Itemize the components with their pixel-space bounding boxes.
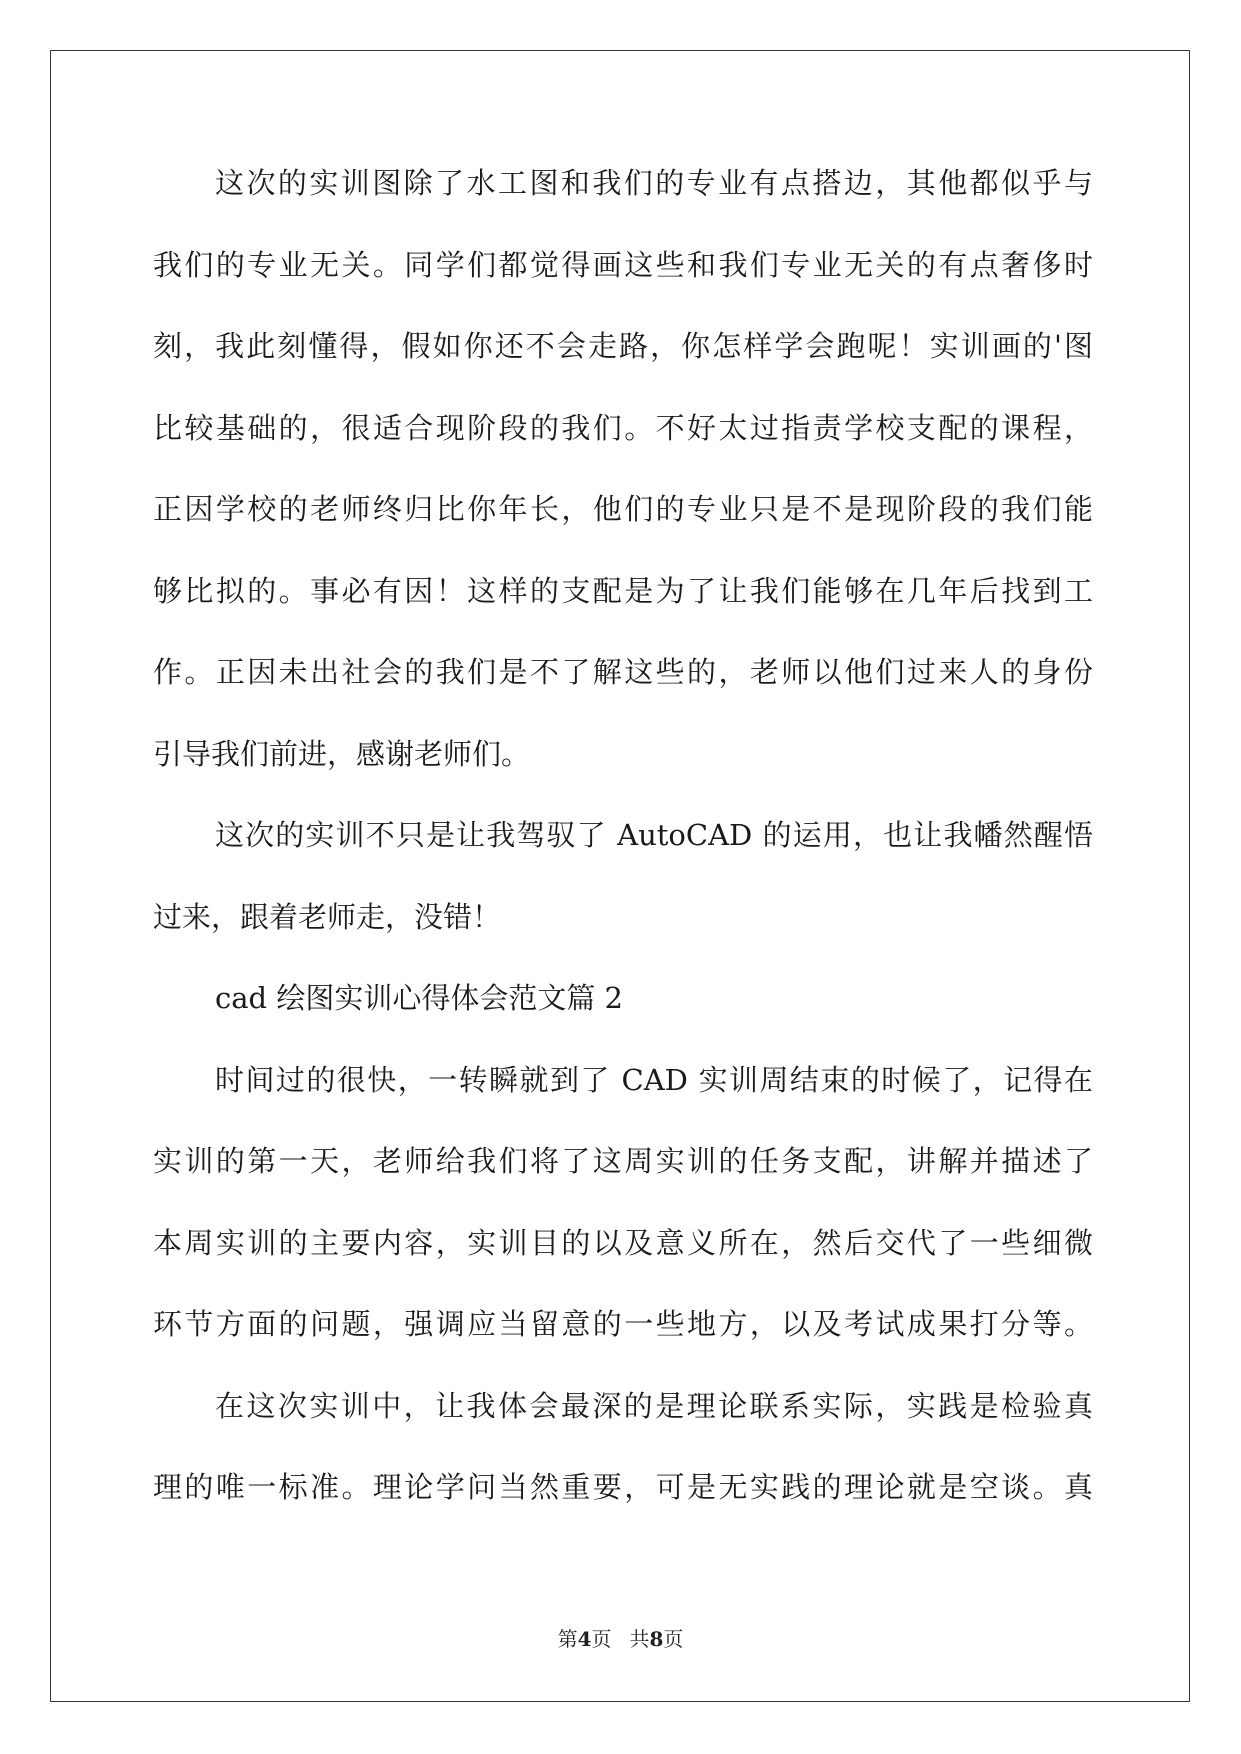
footer-total-prefix: 共: [629, 1627, 650, 1651]
text-line: 环节方面的问题，强调应当留意的一些地方，以及考试成果打分等。: [153, 1307, 1093, 1341]
text-line: 时间过的很快，一转瞬就到了 CAD 实训周结束的时候了，记得在: [215, 1062, 1093, 1097]
text-line: 比较基础的，很适合现阶段的我们。不好太过指责学校支配的课程，: [153, 410, 1093, 445]
text-line: 正因学校的老师终归比你年长，他们的专业只是不是现阶段的我们能: [153, 492, 1093, 526]
text-line: 这次的实训不只是让我驾驭了 AutoCAD 的运用，也让我幡然醒悟: [215, 818, 1093, 852]
footer-total-suffix: 页: [663, 1627, 684, 1651]
text-line: 理的唯一标准。理论学问当然重要，可是无实践的理论就是空谈。真: [153, 1470, 1093, 1504]
text-line: 在这次实训中，让我体会最深的是理论联系实际，实践是检验真: [215, 1388, 1093, 1423]
text-line: 刻，我此刻懂得，假如你还不会走路，你怎样学会跑呢！实训画的'图: [153, 329, 1093, 363]
current-page-number: 4: [577, 1627, 592, 1651]
total-page-number: 8: [649, 1627, 664, 1651]
section-heading: cad 绘图实训心得体会范文篇 2: [215, 981, 623, 1015]
text-line: 实训的第一天，老师给我们将了这周实训的任务支配，讲解并描述了: [153, 1144, 1093, 1178]
page-footer: [0, 1627, 1241, 1651]
footer-page-word: 页: [591, 1627, 612, 1651]
text-line: 本周实训的主要内容，实训目的以及意义所在，然后交代了一些细微: [153, 1225, 1093, 1260]
document-body: [153, 162, 1093, 1548]
text-line: 够比拟的。事必有因！这样的支配是为了让我们能够在几年后找到工: [153, 573, 1093, 608]
text-line: 引导我们前进，感谢老师们。: [153, 736, 531, 771]
text-line: 过来，跟着老师走，没错！: [153, 899, 502, 934]
footer-prefix: 第: [557, 1627, 578, 1651]
text-line: 这次的实训图除了水工图和我们的专业有点搭边，其他都似乎与: [215, 166, 1093, 200]
text-line: 作。正因未出社会的我们是不了解这些的，老师以他们过来人的身份: [153, 655, 1093, 689]
text-line: 我们的专业无关。同学们都觉得画这些和我们专业无关的有点奢侈时: [153, 247, 1093, 282]
